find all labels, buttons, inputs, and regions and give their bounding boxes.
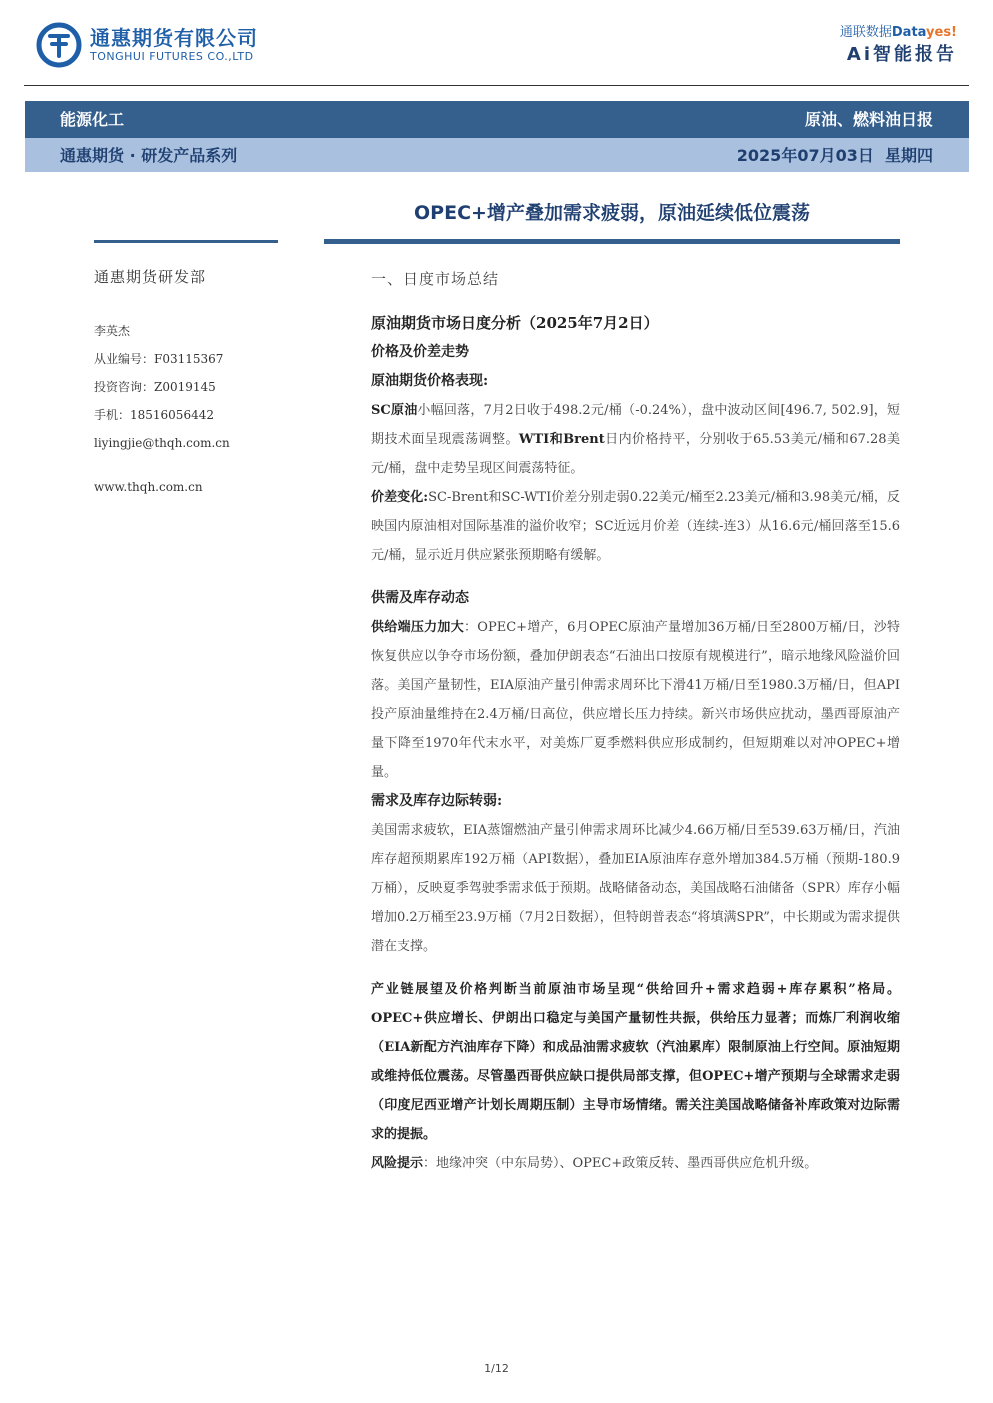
demand-paragraph: 美国需求疲软，EIA蒸馏燃油产量引伸需求周环比减少4.66万桶/日至539.63万桶/日，汽油库存超预期累库192万桶（API数据），叠加EIA原油库存意外增加384.5万桶（预期-180.9万桶），反映夏季驾驶季需求低于预期。战略储备动态，美国战略石油储备（SPR）库存小幅增加0.2万桶至23.9万桶（7月2日数据），但特朗普表态“将填满SPR”，中长期或为需求提供潜在支撑。 <box>371 823 900 954</box>
sector-label: 能源化工 <box>60 110 125 129</box>
brand-yes: yes! <box>926 25 957 40</box>
department-name: 通惠期货研发部 <box>94 268 207 286</box>
sidebar-rule <box>94 240 278 243</box>
company-name-cn: 通惠期货有限公司 <box>90 26 258 50</box>
brand-report: Ai智能报告 <box>846 44 957 65</box>
series-label: 通惠期货 · 研发产品系列 <box>60 146 238 165</box>
report-type: 原油、燃料油日报 <box>804 110 933 129</box>
tonghui-logo-icon <box>36 22 82 68</box>
sidebar <box>94 265 294 501</box>
header-divider <box>24 85 969 86</box>
company-logo <box>36 22 258 68</box>
analysis-title: 原油期货市场日度分析（2025年7月2日） <box>371 314 659 332</box>
futures-heading: 原油期货价格表现: <box>371 373 489 389</box>
wti-text: 日内价格持平，分别收于65.53美元/桶和67.28美元/桶，盘中走势呈现区间震荡特征。 <box>371 432 900 476</box>
report-title: OPEC+增产叠加需求疲弱，原油延续低位震荡 <box>414 202 810 224</box>
risk-paragraph <box>371 1149 900 1178</box>
demand-heading: 需求及库存边际转弱: <box>371 793 503 809</box>
report-date: 2025年07月03日 星期四 <box>736 146 933 165</box>
phone-number: 手机：18516056442 <box>94 408 214 422</box>
title-rule <box>324 239 900 244</box>
section-title: 一、日度市场总结 <box>371 270 500 288</box>
price-paragraph <box>371 396 900 483</box>
price-heading: 价格及价差走势 <box>371 344 469 360</box>
risk-label: 风险提示 <box>371 1156 424 1171</box>
datayes-brand <box>840 24 957 68</box>
website-link[interactable]: www.thqh.com.cn <box>94 480 203 494</box>
license-number: 从业编号：F03115367 <box>94 352 224 366</box>
company-name-en: TONGHUI FUTURES CO.,LTD <box>90 50 254 63</box>
spread-paragraph <box>371 483 900 570</box>
analyst-name: 李英杰 <box>94 324 131 338</box>
brand-data: Data <box>891 25 927 40</box>
advisory-number: 投资咨询：Z0019145 <box>94 380 216 394</box>
supply-label: 供给端压力加大 <box>371 620 465 635</box>
supply-text: ：OPEC+增产，6月OPEC原油产量增加36万桶/日至2800万桶/日，沙特恢复供应以争夺市场份额，叠加伊朗表态“石油出口按原有规模进行”，暗示地缘风险溢价回落。美国产量韧性，EIA原油产量引伸需求周环比下滑41万桶/日至1980.3万桶/日，但API投产原油量维持在2.4万桶/日高位，供应增长压力持续。新兴市场供应扰动，墨西哥原油产量下降至1970年代末水平，对美炼厂夏季燃料供应形成制约，但短期难以对冲OPEC+增量。 <box>371 620 900 780</box>
sc-text: 小幅回落，7月2日收于498.2元/桶（-0.24%），盘中波动区间[496.7, 502.9]，短期技术面呈现震荡调整。 <box>371 403 900 447</box>
summary-paragraph: 产业链展望及价格判断当前原油市场呈现“供给回升+需求趋弱+库存累积”格局。OPEC+供应增长、伊朗出口稳定与美国产量韧性共振，供给压力显著；而炼厂利润收缩（EIA新配方汽油库存下降）和成品油需求疲软（汽油累库）限制原油上行空间。原油短期或维持低位震荡。尽管墨西哥供应缺口提供局部支撑，但OPEC+增产预期与全球需求走弱（印度尼西亚增产计划长周期压制）主导市场情绪。需关注美国战略储备补库政策对边际需求的提振。 <box>371 982 900 1142</box>
brand-prefix: 通联数据 <box>839 25 892 40</box>
page-number: 1/12 <box>484 1362 509 1375</box>
sc-label: SC原油 <box>371 403 418 418</box>
supply-heading: 供需及库存动态 <box>371 590 469 606</box>
main-content <box>371 265 900 1178</box>
email-link[interactable]: liyingjie@thqh.com.cn <box>94 436 230 450</box>
category-band <box>25 101 969 138</box>
spread-text: SC-Brent和SC-WTI价差分别走弱0.22美元/桶至2.23美元/桶和3.98美元/桶，反映国内原油相对国际基准的溢价收窄；SC近远月价差（连续-连3）从16.6元/桶回落至15.6元/桶，显示近月供应紧张预期略有缓解。 <box>371 490 900 563</box>
series-band <box>25 138 969 172</box>
spread-label: 价差变化: <box>371 490 429 505</box>
wti-label: WTI和Brent <box>518 432 605 447</box>
risk-text: ：地缘冲突（中东局势）、OPEC+政策反转、墨西哥供应危机升级。 <box>423 1156 818 1171</box>
supply-paragraph <box>371 613 900 787</box>
